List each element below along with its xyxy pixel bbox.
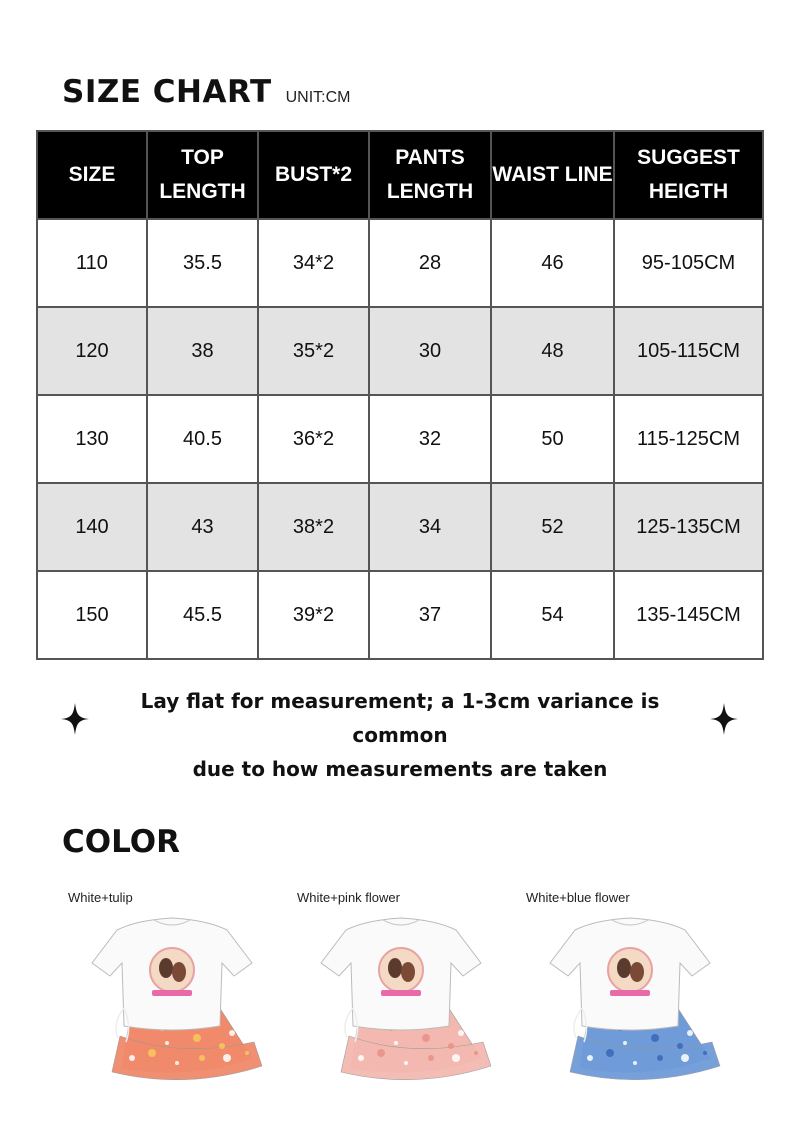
page-title: SIZE CHART — [62, 74, 272, 110]
color-variant-blue-flower[interactable] — [520, 890, 730, 1090]
outfit-image — [520, 908, 730, 1090]
cell-size: 150 — [37, 571, 147, 659]
cell-waist-line: 52 — [491, 483, 614, 571]
variant-label: White+tulip — [68, 890, 133, 905]
variant-label: White+blue flower — [526, 890, 630, 905]
table-row — [37, 307, 763, 395]
color-variant-tulip[interactable] — [62, 890, 272, 1090]
table-row — [37, 483, 763, 571]
outfit-image — [62, 908, 272, 1090]
cell-size: 140 — [37, 483, 147, 571]
cell-bust: 38*2 — [258, 483, 369, 571]
cell-pants-length: 34 — [369, 483, 491, 571]
col-size: SIZE — [37, 131, 147, 219]
cell-top-length: 45.5 — [147, 571, 258, 659]
color-section-title: COLOR — [62, 824, 180, 860]
cell-size: 120 — [37, 307, 147, 395]
col-pants-length: PANTS LENGTH — [369, 131, 491, 219]
cell-pants-length: 28 — [369, 219, 491, 307]
cell-waist-line: 48 — [491, 307, 614, 395]
cell-suggest-height: 135-145CM — [614, 571, 763, 659]
cell-top-length: 35.5 — [147, 219, 258, 307]
cell-bust: 39*2 — [258, 571, 369, 659]
color-variant-pink-flower[interactable] — [291, 890, 501, 1090]
cell-suggest-height: 125-135CM — [614, 483, 763, 571]
sparkle-icon — [709, 702, 739, 736]
size-chart-table — [36, 130, 764, 660]
cell-bust: 34*2 — [258, 219, 369, 307]
table-row — [37, 395, 763, 483]
cell-size: 110 — [37, 219, 147, 307]
col-top-length: TOP LENGTH — [147, 131, 258, 219]
col-waist-line: WAIST LINE — [491, 131, 614, 219]
cell-waist-line: 46 — [491, 219, 614, 307]
note-line-1: Lay flat for measurement; a 1-3cm variance is common — [140, 689, 660, 747]
table-header-row — [37, 131, 763, 219]
cell-size: 130 — [37, 395, 147, 483]
cell-bust: 35*2 — [258, 307, 369, 395]
table-row — [37, 571, 763, 659]
measurement-note — [100, 684, 700, 786]
cell-top-length: 38 — [147, 307, 258, 395]
cell-suggest-height: 95-105CM — [614, 219, 763, 307]
cell-waist-line: 54 — [491, 571, 614, 659]
cell-top-length: 43 — [147, 483, 258, 571]
cell-waist-line: 50 — [491, 395, 614, 483]
cell-pants-length: 30 — [369, 307, 491, 395]
sparkle-icon — [60, 702, 90, 736]
col-bust: BUST*2 — [258, 131, 369, 219]
unit-label: UNIT:CM — [285, 89, 351, 106]
cell-pants-length: 37 — [369, 571, 491, 659]
size-chart-header — [62, 74, 351, 110]
variant-label: White+pink flower — [297, 890, 400, 905]
cell-top-length: 40.5 — [147, 395, 258, 483]
table-row — [37, 219, 763, 307]
note-line-2: due to how measurements are taken — [192, 757, 608, 781]
cell-bust: 36*2 — [258, 395, 369, 483]
cell-pants-length: 32 — [369, 395, 491, 483]
cell-suggest-height: 115-125CM — [614, 395, 763, 483]
col-suggest-height: SUGGEST HEIGTH — [614, 131, 763, 219]
outfit-image — [291, 908, 501, 1090]
cell-suggest-height: 105-115CM — [614, 307, 763, 395]
